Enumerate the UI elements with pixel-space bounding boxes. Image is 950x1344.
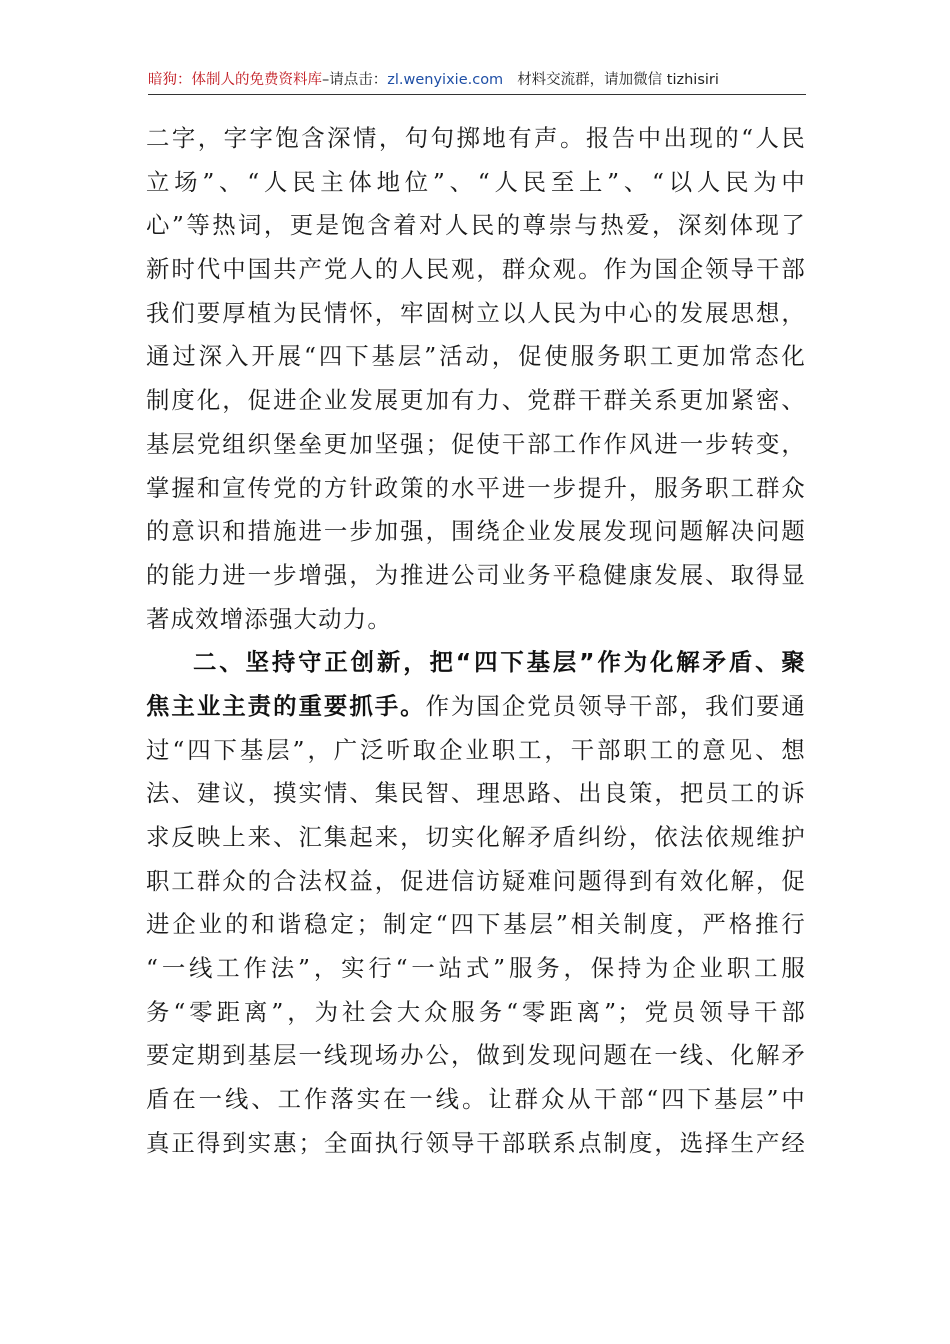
text-line: 我们要厚植为民情怀，牢固树立以人民为中心的发展思想， [146,298,806,327]
header-link[interactable]: zl.wenyixie.com [387,72,504,88]
text-line: 心”等热词，更是饱含着对人民的尊崇与热爱，深刻体现了 [146,211,806,240]
text-line: 职工群众的合法权益，促进信访疑难问题得到有效化解，促 [146,866,806,895]
text-line-rest: 作为国企党员领导干部，我们要通 [425,691,806,720]
text-line: 基层党组织堡垒更加坚强；促使干部工作作风进一步转变， [146,429,806,458]
text-line: 进企业的和谐稳定；制定“四下基层”相关制度，严格推行 [146,910,806,939]
header-brand: 暗狗：体制人的免费资料库 [148,72,322,88]
text-line: 真正得到实惠；全面执行领导干部联系点制度，选择生产经 [146,1128,806,1157]
text-line: “一线工作法”，实行“一站式”服务，保持为企业职工服 [146,954,806,983]
text-line: 掌握和宣传党的方针政策的水平进一步提升，服务职工群众 [146,473,806,502]
document-body [146,117,806,1166]
header-prompt: –请点击： [322,72,388,88]
text-line: 新时代中国共产党人的人民观，群众观。作为国企领导干部 [146,255,806,284]
text-line: 要定期到基层一线现场办公，做到发现问题在一线、化解矛 [146,1041,806,1070]
text-line: 法、建议，摸实情、集民智、理思路、出良策，把员工的诉 [146,779,806,808]
text-line [146,685,806,729]
page-header [148,66,806,95]
section-heading-continued: 焦主业主责的重要抓手。 [146,691,426,720]
text-line: 著成效增添强大动力。 [146,604,392,633]
text-line: 盾在一线、工作落实在一线。让群众从干部“四下基层”中 [146,1085,806,1114]
text-line: 立场”、“人民主体地位”、“人民至上”、“以人民为中 [146,167,806,196]
text-line: 的能力进一步增强，为推进公司业务平稳健康发展、取得显 [146,560,806,589]
section-heading: 二、坚持守正创新，把“四下基层”作为化解矛盾、聚 [193,648,806,677]
text-line: 制度化，促进企业发展更加有力、党群干群关系更加紧密、 [146,386,806,415]
text-line: 务“零距离”，为社会大众服务“零距离”；党员领导干部 [146,997,806,1026]
text-line: 的意识和措施进一步加强，围绕企业发展发现问题解决问题 [146,517,806,546]
header-note: 材料交流群，请加微信 tizhisiri [517,72,719,88]
text-line: 过“四下基层”，广泛听取企业职工，干部职工的意见、想 [146,735,806,764]
text-line: 通过深入开展“四下基层”活动，促使服务职工更加常态化 [146,342,806,371]
text-line: 求反映上来、汇集起来，切实化解矛盾纠纷，依法依规维护 [146,823,806,851]
text-line: 二字，字字饱含深情，句句掷地有声。报告中出现的“人民 [146,124,806,152]
